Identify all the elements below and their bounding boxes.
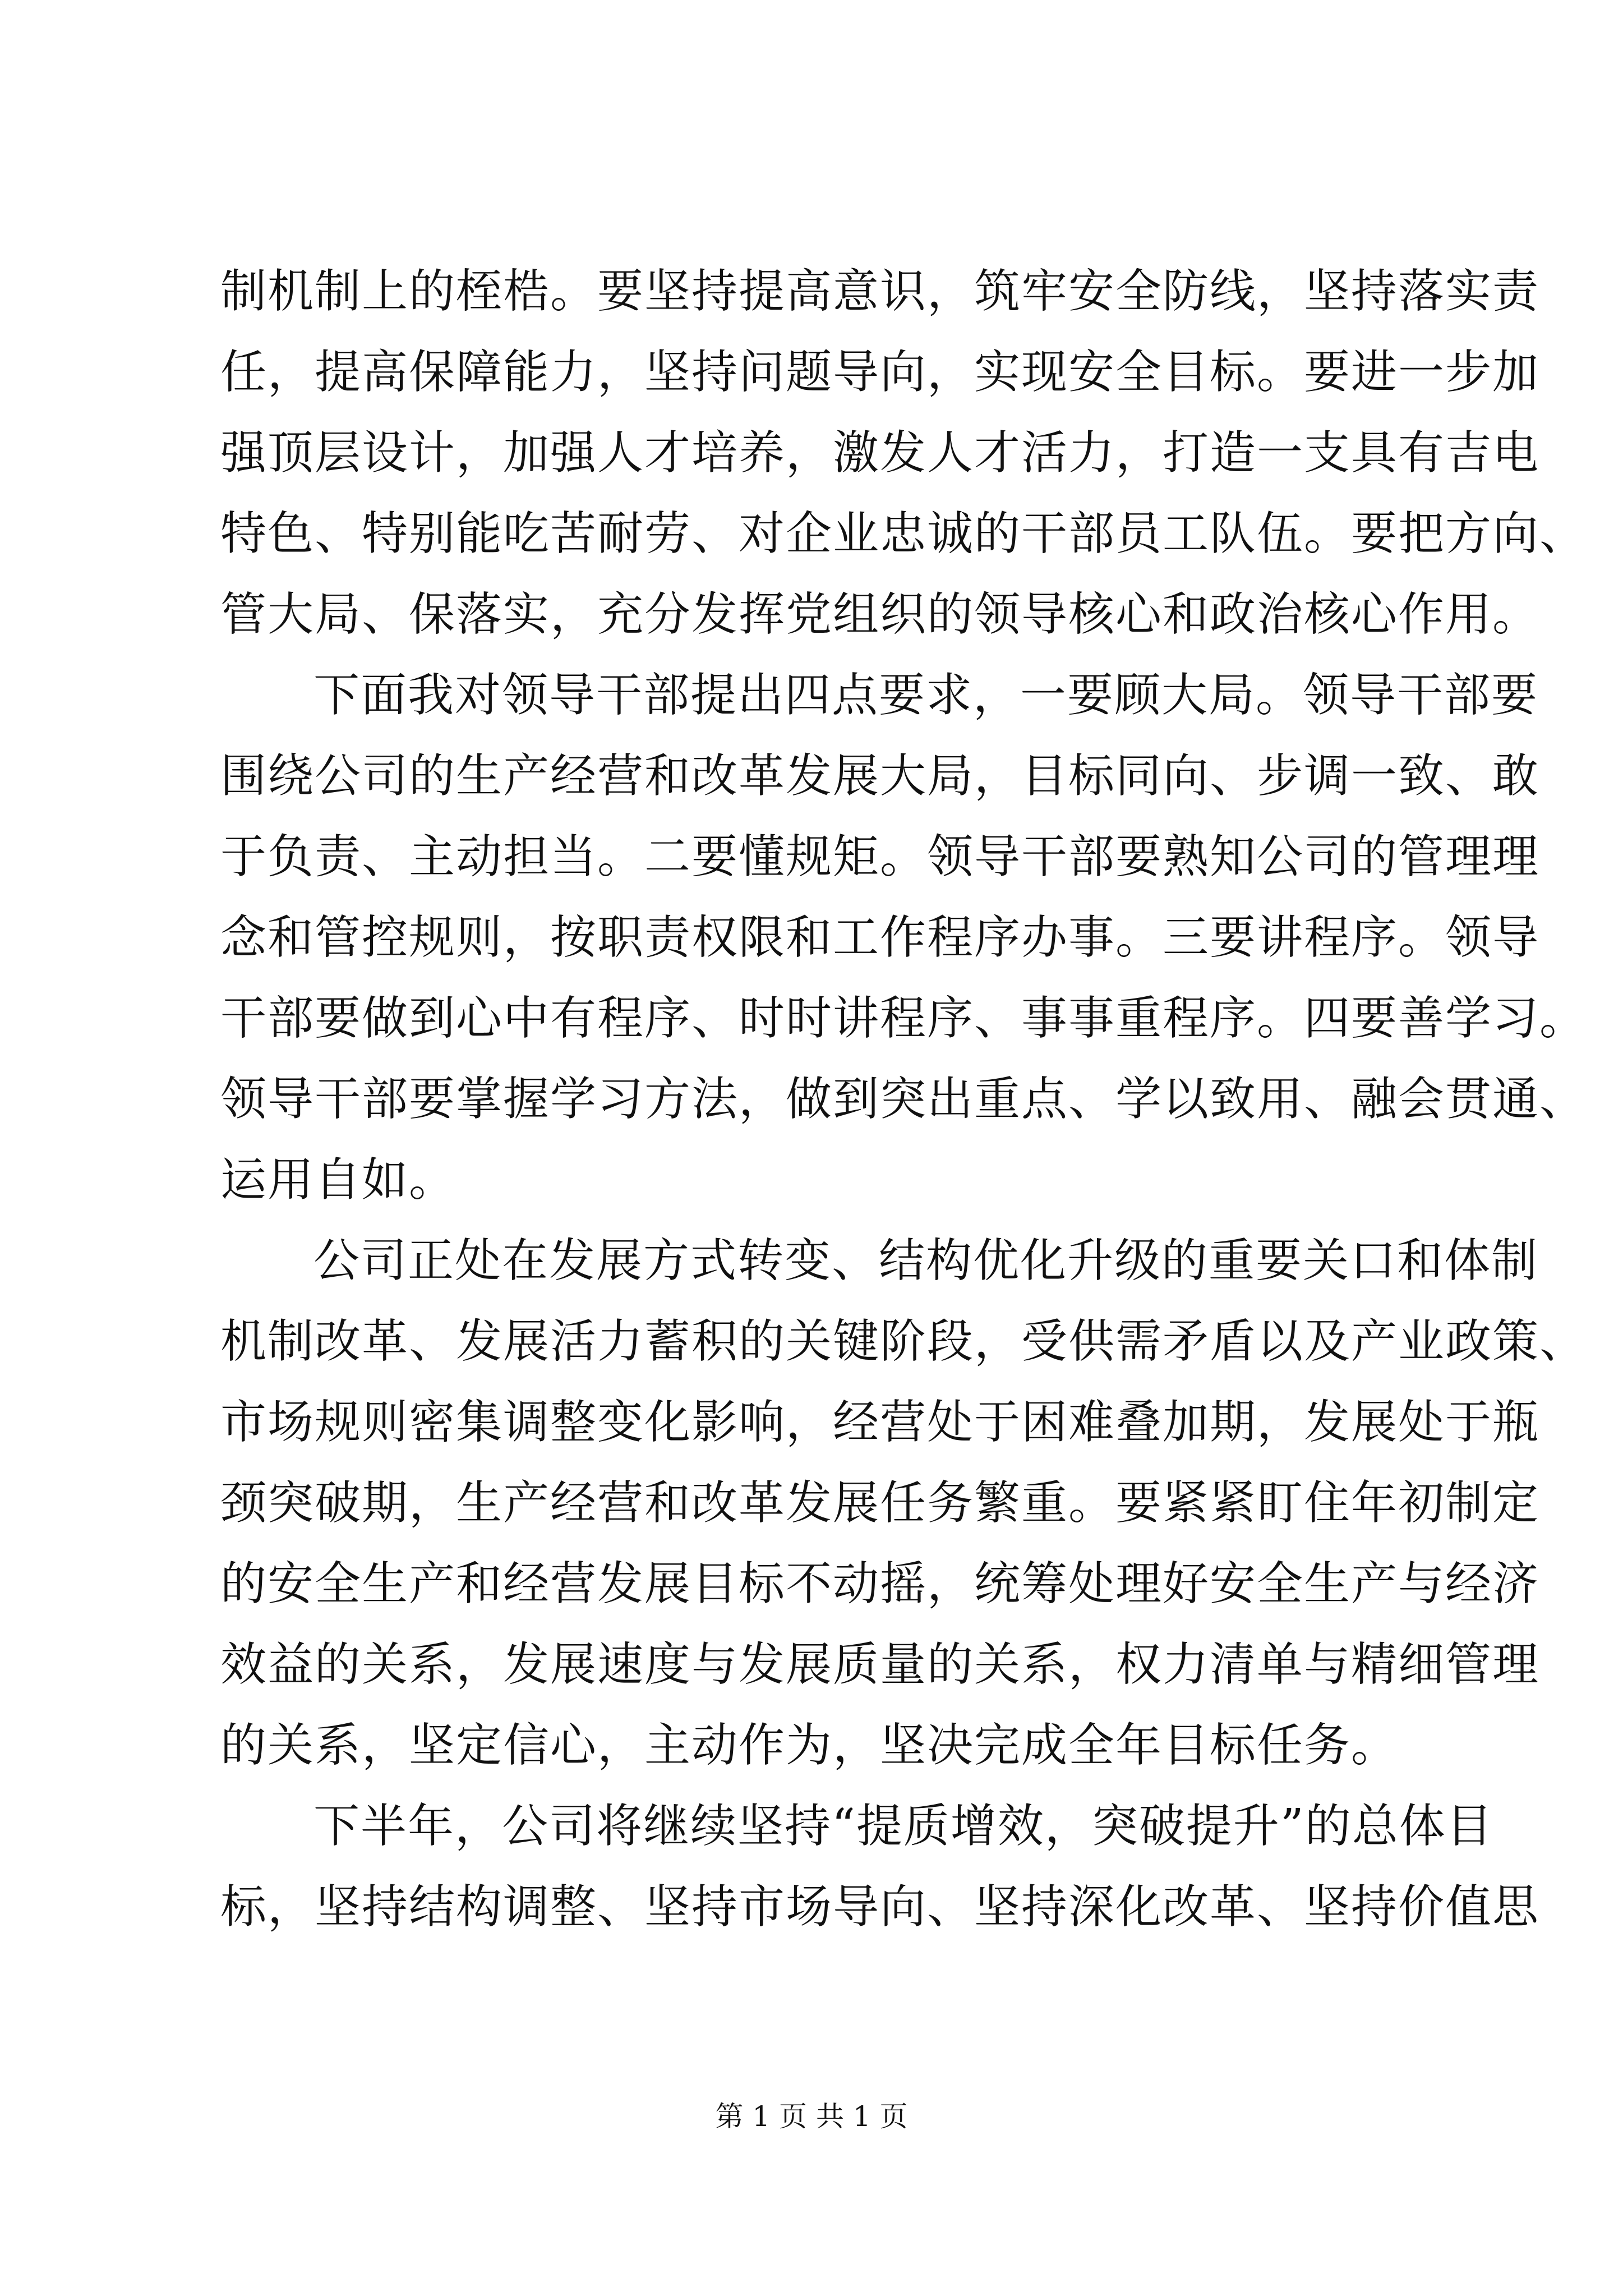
text-line: 市场规则密集调整变化影响，经营处于困难叠加期，发展处于瓶 (220, 1396, 1540, 1449)
text-line: 于负责、主动担当。二要懂规矩。领导干部要熟知公司的管理理 (220, 830, 1540, 884)
paragraph (220, 251, 1587, 655)
page-footer (0, 2097, 1623, 2136)
text-line: 公司正处在发展方式转变、结构优化升级的重要关口和体制 (313, 1234, 1539, 1287)
page-number: 第 1 页 共 1 页 (715, 2100, 908, 2133)
text-line: 任，提高保障能力，坚持问题导向，实现安全目标。要进一步加 (220, 346, 1540, 399)
text-line: 的安全生产和经营发展目标不动摇，统筹处理好安全生产与经济 (220, 1557, 1540, 1611)
text-line: 管大局、保落实，充分发挥党组织的领导核心和政治核心作用。 (220, 588, 1540, 641)
text-line: 颈突破期，生产经营和改革发展任务繁重。要紧紧盯住年初制定 (220, 1476, 1540, 1530)
text-line: 下面我对领导干部提出四点要求，一要顾大局。领导干部要 (313, 669, 1539, 722)
text-line: 效益的关系，发展速度与发展质量的关系，权力清单与精细管理 (220, 1638, 1540, 1691)
text-line: 的关系，坚定信心，主动作为，坚决完成全年目标任务。 (220, 1719, 1399, 1772)
text-line: 干部要做到心中有程序、时时讲程序、事事重程序。四要善学习。 (220, 992, 1587, 1045)
text-line: 特色、特别能吃苦耐劳、对企业忠诚的干部员工队伍。要把方向、 (220, 507, 1587, 560)
text-line: 围绕公司的生产经营和改革发展大局，目标同向、步调一致、敢 (220, 749, 1540, 803)
text-line: 运用自如。 (220, 1153, 457, 1207)
text-line: 机制改革、发展活力蓄积的关键阶段，受供需矛盾以及产业政策、 (220, 1315, 1587, 1368)
body-text (220, 251, 1587, 1948)
text-line: 强顶层设计，加强人才培养，激发人才活力，打造一支具有吉电 (220, 426, 1540, 480)
paragraph (220, 655, 1587, 1221)
text-line: 标，坚持结构调整、坚持市场导向、坚持深化改革、坚持价值思 (220, 1880, 1540, 1934)
text-line: 念和管控规则，按职责权限和工作程序办事。三要讲程序。领导 (220, 911, 1540, 964)
paragraph (220, 1786, 1540, 1948)
text-line: 领导干部要掌握学习方法，做到突出重点、学以致用、融会贯通、 (220, 1073, 1587, 1126)
text-line: 制机制上的桎梏。要坚持提高意识，筑牢安全防线，坚持落实责 (220, 265, 1540, 318)
text-line: 下半年，公司将继续坚持“提质增效，突破提升”的总体目 (313, 1800, 1493, 1853)
paragraph (220, 1221, 1587, 1786)
